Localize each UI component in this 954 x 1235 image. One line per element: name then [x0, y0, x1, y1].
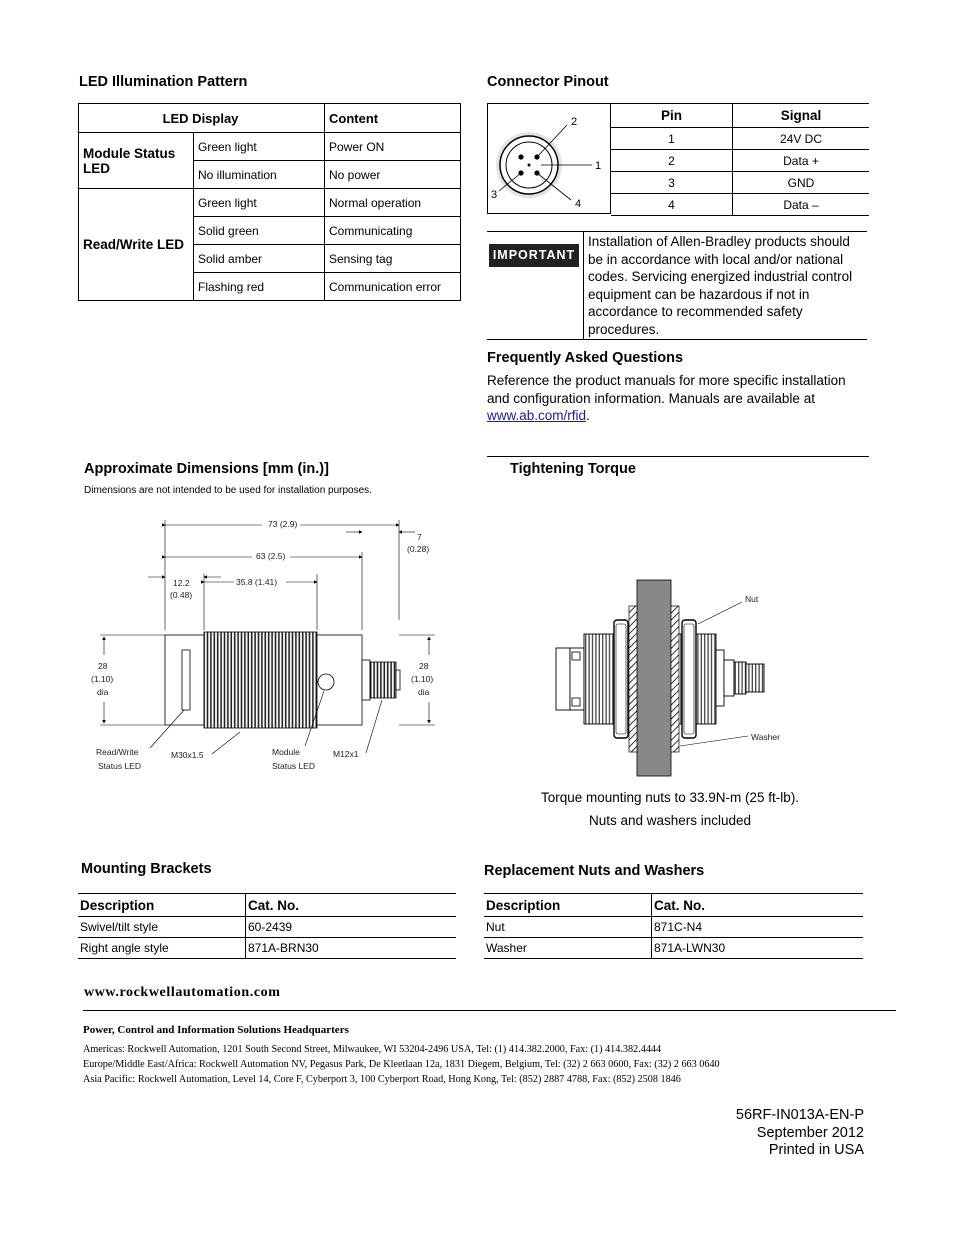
printed-in: Printed in USA [768, 1142, 864, 1158]
replacement-cell: Washer [484, 938, 652, 959]
publication-info [736, 1107, 864, 1160]
led-cell: Power ON [325, 133, 461, 161]
pin-cell: 2 [611, 150, 733, 172]
table-row [484, 938, 863, 959]
label-m12: M12x1 [333, 749, 359, 759]
led-cell: Normal operation [325, 189, 461, 217]
dim-dia-left-word: dia [97, 687, 109, 697]
dim-dia-right-in: (1.10) [411, 674, 434, 684]
led-cell: Sensing tag [325, 245, 461, 273]
brackets-table [78, 893, 456, 959]
table-row [78, 917, 456, 938]
pin-cell: Data + [733, 150, 870, 172]
important-badge: IMPORTANT [489, 244, 579, 267]
important-text: Installation of Allen-Bradley products should be in accordance with local and/or national codes. Servicing energized industrial control equipment can be hazardous if not in accordance to recommended safety procedures. [588, 234, 853, 337]
led-header-display: LED Display [79, 104, 325, 133]
replacement-header-description: Description [484, 894, 652, 917]
label-rw-led-1: Read/Write [96, 747, 139, 757]
pin-cell: 4 [611, 194, 733, 216]
pin-cell: 1 [611, 128, 733, 150]
faq-text [487, 372, 867, 425]
led-cell: Flashing red [194, 273, 325, 301]
label-nut: Nut [745, 594, 759, 604]
torque-instruction: Torque mounting nuts to 33.9N-m (25 ft-lb). [540, 790, 800, 805]
pin-label: 4 [575, 198, 582, 210]
torque-diagram [550, 578, 800, 780]
section-divider [487, 456, 869, 457]
footer-hq: Power, Control and Information Solutions Headquarters [83, 1024, 349, 1036]
brackets-cell: 871A-BRN30 [246, 938, 457, 959]
pin-header-signal: Signal [733, 104, 870, 128]
faq-title: Frequently Asked Questions [487, 350, 684, 366]
brackets-header-description: Description [78, 894, 246, 917]
dimensions-title: Approximate Dimensions [mm (in.)] [84, 461, 329, 477]
faq-body: Reference the product manuals for more specific installation and configuration information. Manuals are available at [487, 373, 846, 406]
brackets-header-catno: Cat. No. [246, 894, 457, 917]
table-row [78, 938, 456, 959]
replacement-header-catno: Cat. No. [652, 894, 864, 917]
dim-front-mm: 12.2 [173, 578, 190, 588]
torque-title: Tightening Torque [510, 461, 636, 477]
led-section-title: LED Illumination Pattern [79, 74, 248, 90]
footer-address-americas: Americas: Rockwell Automation, 1201 South Second Street, Milwaukee, WI 53204-2496 USA, Tel: (1) 414.382.2000, Fax: (1) 414.382.4444 [83, 1044, 662, 1055]
led-cell: Solid green [194, 217, 325, 245]
brackets-cell: Right angle style [78, 938, 246, 959]
led-cell: Communicating [325, 217, 461, 245]
led-cell: No illumination [194, 161, 325, 189]
led-cell: Green light [194, 189, 325, 217]
dim-conn-in: (0.28) [407, 544, 430, 554]
label-washer: Washer [751, 732, 780, 742]
footer-address-asia: Asia Pacific: Rockwell Automation, Level 14, Core F, Cyberport 3, 100 Cyberport Road, Hong Kong, Tel: (852) 2887 4788, Fax: (852) 2508 1846 [83, 1074, 681, 1085]
led-cell: Communication error [325, 273, 461, 301]
led-cell: No power [325, 161, 461, 189]
pin-label: 1 [595, 160, 602, 172]
footer-rule [83, 1010, 896, 1011]
table-row [611, 194, 869, 216]
replacement-cell: 871C-N4 [652, 917, 864, 938]
torque-included: Nuts and washers included [588, 813, 752, 828]
led-group-read-write: Read/Write LED [79, 189, 194, 301]
table-row [79, 189, 461, 217]
faq-end: . [586, 408, 590, 423]
dim-thread: 35.8 (1.41) [236, 577, 278, 587]
replacement-table [484, 893, 863, 959]
pin-label: 2 [571, 116, 578, 128]
dim-dia-right-mm: 28 [419, 661, 429, 671]
publication-number: 56RF-IN013A-EN-P [735, 1107, 864, 1123]
pin-cell: Data – [733, 194, 870, 216]
pin-label: 3 [491, 189, 498, 201]
led-group-module-status: Module Status LED [79, 133, 194, 189]
important-divider [583, 232, 584, 339]
dim-overall: 73 (2.9) [268, 519, 298, 529]
label-rw-led-2: Status LED [98, 761, 141, 771]
table-row [611, 172, 869, 194]
dimensions-note: Dimensions are not intended to be used for installation purposes. [84, 485, 372, 496]
replacement-cell: 871A-LWN30 [652, 938, 864, 959]
brackets-cell: 60-2439 [246, 917, 457, 938]
table-row [79, 133, 461, 161]
dim-conn-mm: 7 [417, 532, 422, 542]
important-notice [487, 231, 867, 340]
dimension-drawing [80, 510, 460, 775]
manuals-link[interactable]: www.ab.com/rfid [487, 408, 587, 423]
led-cell: Solid amber [194, 245, 325, 273]
pin-cell: GND [733, 172, 870, 194]
dim-front-in: (0.48) [170, 590, 193, 600]
connector-section-title: Connector Pinout [487, 74, 609, 90]
led-table [78, 103, 461, 301]
led-cell: Green light [194, 133, 325, 161]
dim-dia-right-word: dia [418, 687, 430, 697]
brackets-cell: Swivel/tilt style [78, 917, 246, 938]
table-row [484, 917, 863, 938]
footer-url: www.rockwellautomation.com [84, 985, 281, 1000]
connector-pinout-diagram [487, 103, 611, 215]
table-row [611, 150, 869, 172]
table-row [611, 128, 869, 150]
brackets-title: Mounting Brackets [81, 861, 212, 877]
pin-cell: 24V DC [733, 128, 870, 150]
pin-header-pin: Pin [611, 104, 733, 128]
label-module-led-1: Module [272, 747, 300, 757]
replacement-title: Replacement Nuts and Washers [484, 863, 705, 879]
publication-date: September 2012 [756, 1124, 864, 1141]
dim-dia-left-mm: 28 [98, 661, 108, 671]
footer-address-europe: Europe/Middle East/Africa: Rockwell Automation NV, Pegasus Park, De Kleetlaan 12a, 1831 Diegem, Belgium, Tel: (32) 2 663 0600, Fax: (32) 2 663 0640 [83, 1059, 720, 1070]
replacement-cell: Nut [484, 917, 652, 938]
label-m30: M30x1.5 [171, 750, 204, 760]
pin-cell: 3 [611, 172, 733, 194]
dim-dia-left-in: (1.10) [91, 674, 114, 684]
label-module-led-2: Status LED [272, 761, 315, 771]
led-header-content: Content [325, 104, 461, 133]
dim-body: 63 (2.5) [256, 551, 286, 561]
pin-table [611, 103, 869, 216]
